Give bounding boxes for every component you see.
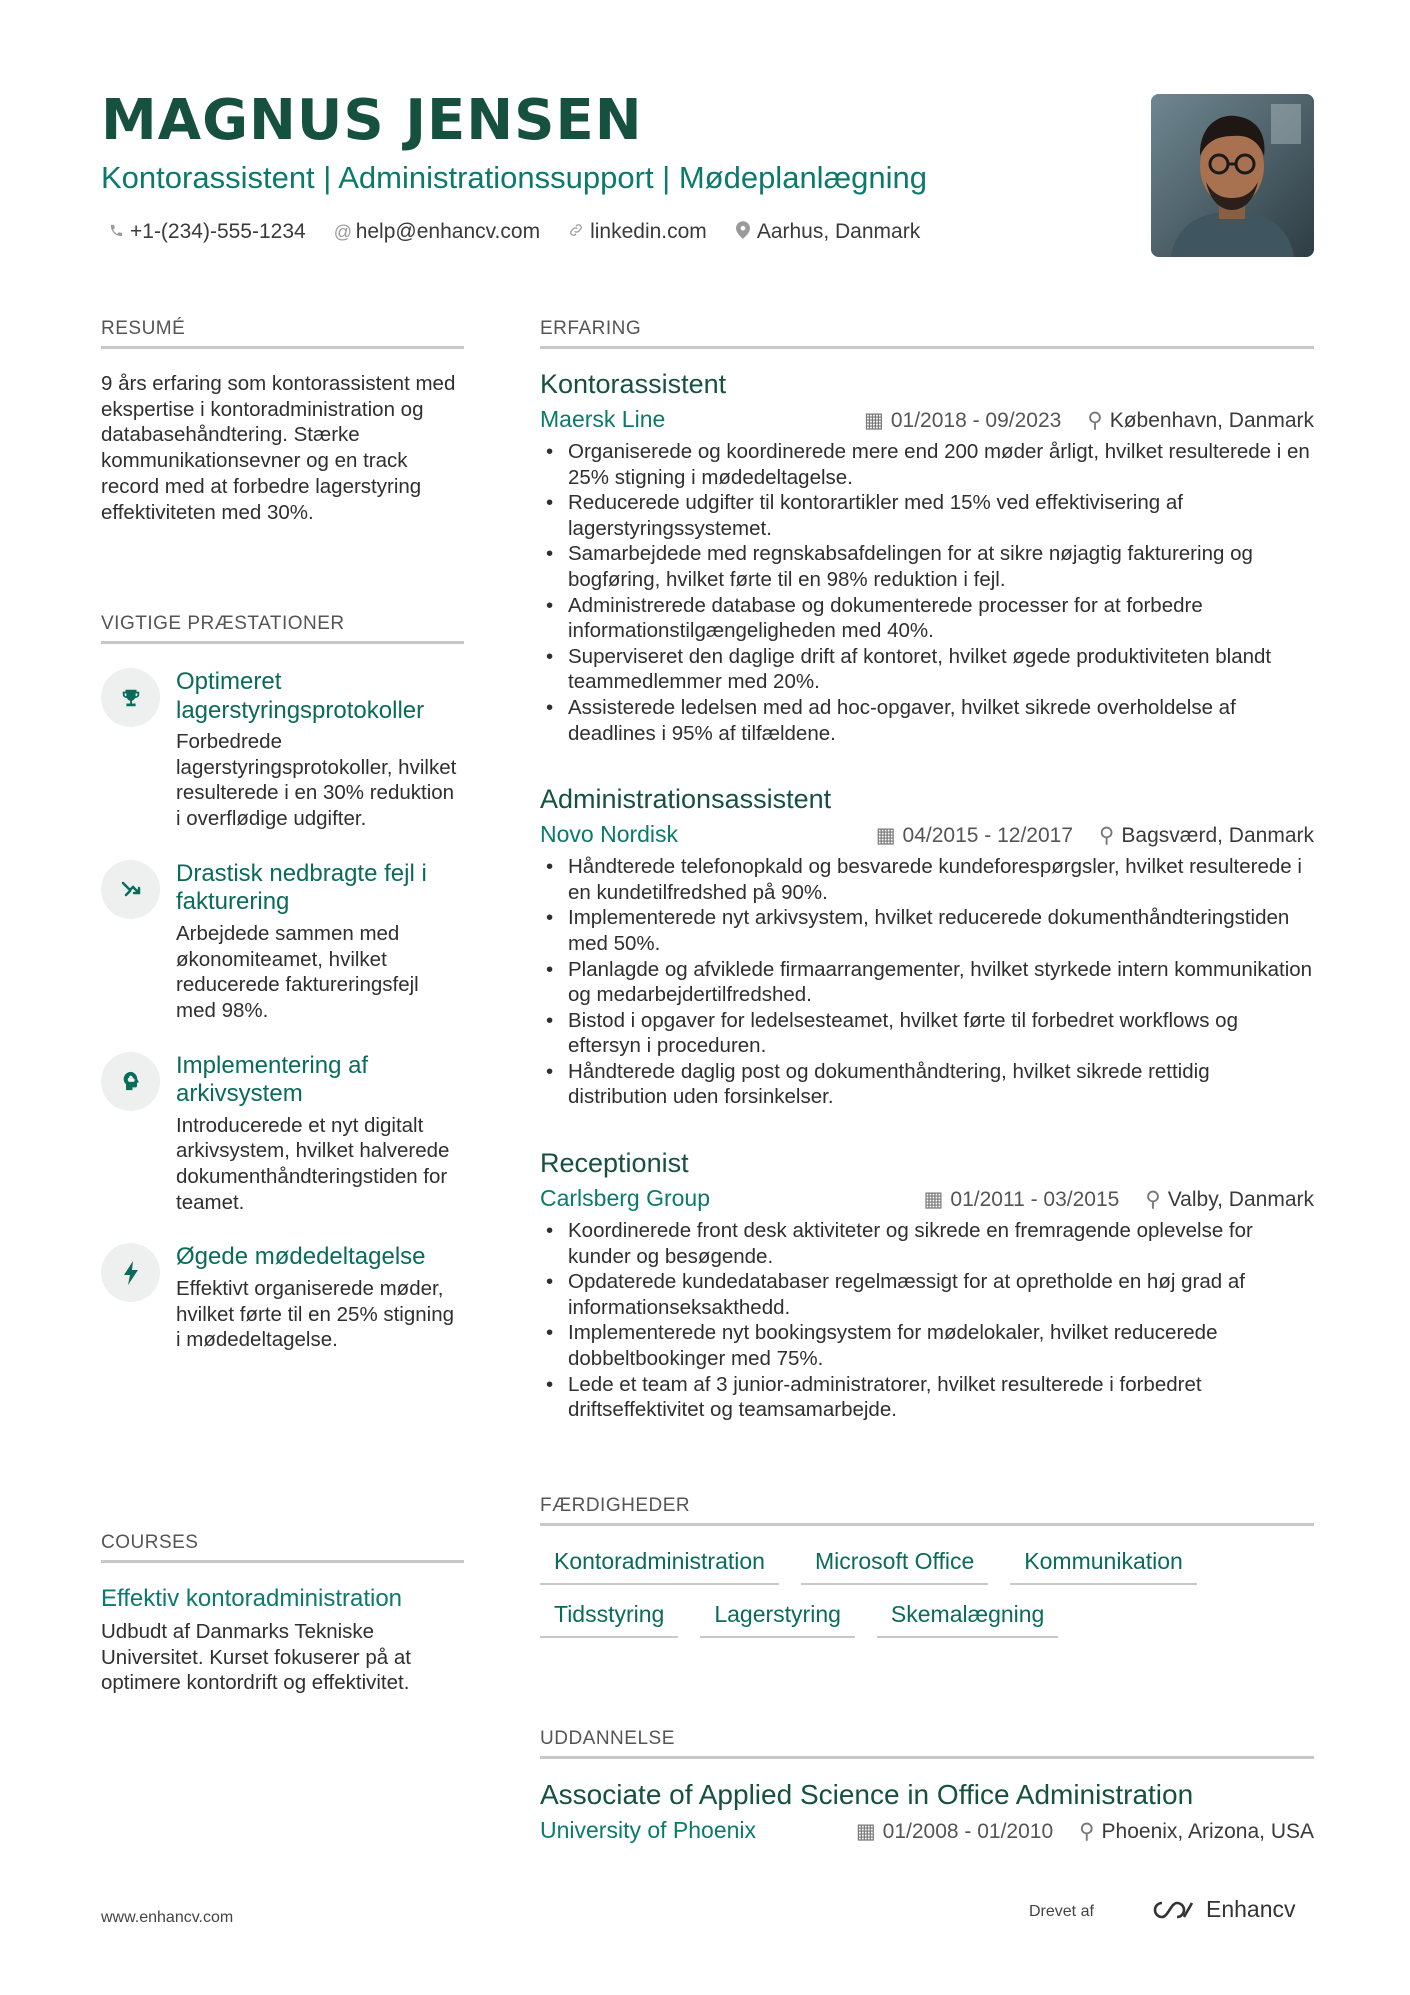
achievement-title: Drastisk nedbragte fejl i fakturering — [176, 859, 427, 916]
calendar-icon: ▦ — [875, 824, 896, 848]
calendar-icon: ▦ — [923, 1188, 944, 1212]
achievement-item — [101, 1052, 464, 1216]
job-title: Receptionist — [540, 1148, 689, 1179]
contact-bar — [108, 220, 920, 244]
courses-section — [101, 1532, 464, 1696]
job-location: ⚲ København, Danmark — [1087, 409, 1314, 432]
brain-head-icon — [101, 1052, 160, 1111]
location-pin-icon — [735, 221, 751, 244]
degree-title: Associate of Applied Science in Office Administration — [540, 1779, 1194, 1810]
summary-text: 9 års erfaring som kontorassistent med ekspertise i kontoradministration og databasehåndtering. Stærke kommunikationsevner og en track record med at forbedre lagerstyring effektiviteten med 30%. — [101, 372, 456, 524]
job-bullet: • Opdaterede kundedatabaser regelmæssigt for at opretholde en høj grad af informationseksakthedd. — [540, 1269, 1314, 1320]
job-dates: ▦ 01/2018 - 09/2023 — [864, 409, 1062, 432]
lightning-icon — [101, 1243, 160, 1302]
experience-section — [540, 318, 1314, 1423]
achievement-item — [101, 668, 464, 832]
location-text: Aarhus, Danmark — [756, 220, 921, 243]
skill-tag: Skemalægning — [877, 1601, 1058, 1638]
skill-tag: Kontoradministration — [540, 1548, 779, 1585]
job-entry — [540, 369, 1314, 746]
job-bullet: • Implementerede nyt arkivsystem, hvilket reducerede dokumenthåndteringstiden med 50%. — [540, 905, 1314, 956]
course-title: Effektiv kontoradministration — [101, 1585, 403, 1612]
achievement-desc: Forbedrede lagerstyringsprotokoller, hvilket resulterede i en 30% reduktion i overflødige udgifter. — [176, 730, 457, 831]
at-icon: @ — [333, 221, 352, 242]
location-pin-icon: ⚲ — [1087, 409, 1103, 432]
achievement-desc: Effektivt organiserede møder, hvilket førte til en 25% stigning i mødedeltagelse. — [176, 1276, 455, 1352]
job-bullet: • Koordinerede front desk aktiviteter og sikrede en fremragende oplevelse for kunder og besøgende. — [540, 1218, 1314, 1269]
job-bullet: • Lede et team af 3 junior-administratorer, hvilket resulterede i forbedret driftseffektivitet og teamsamarbejde. — [540, 1372, 1314, 1423]
skills-section — [540, 1495, 1314, 1638]
calendar-icon: ▦ — [864, 409, 884, 432]
skill-tag: Microsoft Office — [801, 1548, 988, 1585]
job-bullet: • Superviseret den daglige drift af kontoret, hvilket øgede produktiviteten blandt teammedlemmer med 20%. — [540, 644, 1314, 695]
education-section — [540, 1728, 1314, 1844]
email-text: help@enhancv.com — [355, 220, 541, 243]
contact-location — [735, 220, 920, 244]
candidate-name: MAGNUS JENSEN — [101, 88, 643, 153]
job-bullet: • Implementerede nyt bookingsystem for mødelokaler, hvilket reducerede dobbeltbookinger med 75%. — [540, 1320, 1314, 1371]
enhancv-logo-icon — [1150, 1898, 1198, 1922]
school-name: University of Phoenix — [540, 1817, 757, 1843]
education-location: ⚲ Phoenix, Arizona, USA — [1079, 1820, 1314, 1843]
job-title: Administrationsassistent — [540, 784, 832, 815]
phone-text: +1-(234)-555-1234 — [130, 220, 306, 243]
job-bullet: • Reducerede udgifter til kontorartikler med 15% ved effektivisering af lagerstyringssystemet. — [540, 490, 1314, 541]
company-name: Maersk Line — [540, 406, 666, 432]
job-bullet: • Bistod i opgaver for ledelsesteamet, hvilket førte til forbedret workflows og eftersyn i proceduren. — [540, 1008, 1314, 1059]
job-bullet: • Administrerede database og dokumenterede processer for at forbedre informationstilgængeligheden med 40%. — [540, 593, 1314, 644]
achievement-title: Optimeret lagerstyringsprotokoller — [176, 668, 425, 724]
summary-heading: RESUMÉ — [101, 318, 464, 349]
job-dates: ▦ 04/2015 - 12/2017 — [875, 824, 1074, 848]
skills-list — [540, 1548, 1314, 1638]
location-pin-icon: ⚲ — [1079, 1820, 1095, 1843]
job-entry — [540, 784, 1314, 1110]
job-bullet: • Planlagde og afviklede firmaarrangementer, hvilket styrkede intern kommunikation og medarbejdertilfredshed. — [540, 957, 1314, 1008]
achievement-desc: Introducerede et nyt digitalt arkivsystem, hvilket halverede dokumenthåndteringstiden for teamet. — [176, 1113, 450, 1214]
courses-heading: COURSES — [101, 1532, 464, 1563]
footer-url[interactable]: www.enhancv.com — [101, 1909, 234, 1926]
achievement-item — [101, 860, 464, 1024]
trophy-icon — [101, 668, 160, 727]
phone-icon — [108, 222, 124, 243]
achievement-title: Øgede mødedeltagelse — [176, 1243, 426, 1271]
skill-tag: Tidsstyring — [540, 1601, 678, 1638]
achievements-heading: VIGTIGE PRÆSTATIONER — [101, 613, 464, 644]
enhancv-logo[interactable] — [1150, 1896, 1296, 1923]
education-dates: ▦ 01/2008 - 01/2010 — [855, 1820, 1054, 1843]
skill-tag: Lagerstyring — [700, 1601, 855, 1638]
footer-powered-by: Drevet af — [1029, 1903, 1094, 1920]
experience-heading: ERFARING — [540, 318, 1314, 349]
job-bullet: • Håndterede daglig post og dokumenthåndtering, hvilket sikrede rettidig distribution uden forsinkelser. — [540, 1059, 1314, 1110]
achievements-section — [101, 613, 464, 1353]
job-location: ⚲ Bagsværd, Danmark — [1099, 824, 1314, 848]
job-bullets — [540, 854, 1314, 1110]
job-bullet: • Håndterede telefonopkald og besvarede kundeforespørgsler, hvilket resulterede i en kundetilfredshed på 90%. — [540, 854, 1314, 905]
achievement-title: Implementering af arkivsystem — [176, 1051, 369, 1108]
linkedin-text: linkedin.com — [590, 220, 707, 243]
summary-section — [101, 318, 464, 525]
company-name: Novo Nordisk — [540, 821, 679, 848]
skills-heading: FÆRDIGHEDER — [540, 1495, 1314, 1526]
education-heading: UDDANNELSE — [540, 1728, 1314, 1759]
job-entry — [540, 1148, 1314, 1423]
achievement-item — [101, 1243, 464, 1353]
profile-photo — [1151, 94, 1314, 257]
contact-linkedin[interactable] — [568, 220, 707, 244]
contact-phone[interactable] — [108, 220, 306, 244]
skill-tag: Kommunikation — [1010, 1548, 1197, 1585]
course-desc: Udbudt af Danmarks Tekniske Universitet. Kurset fokuserer på at optimere kontordrift og effektivitet. — [101, 1620, 411, 1695]
job-dates: ▦ 01/2011 - 03/2015 — [923, 1188, 1120, 1212]
decrease-arrow-icon — [101, 860, 160, 919]
job-bullet: • Assisterede ledelsen med ad hoc-opgaver, hvilket sikrede overholdelse af deadlines i 95% af tilfældene. — [540, 695, 1314, 746]
job-title: Kontorassistent — [540, 369, 727, 399]
enhancv-brand-text: Enhancv — [1206, 1896, 1296, 1922]
location-pin-icon: ⚲ — [1099, 824, 1115, 848]
job-bullet: • Samarbejdede med regnskabsafdelingen for at sikre nøjagtig fakturering og bogføring, hvilket førte til en 98% reduktion i fejl. — [540, 541, 1314, 592]
location-pin-icon: ⚲ — [1145, 1188, 1161, 1212]
job-location: ⚲ Valby, Danmark — [1145, 1188, 1314, 1212]
achievement-desc: Arbejdede sammen med økonomiteamet, hvilket reducerede faktureringsfejl med 98%. — [176, 921, 419, 1022]
link-icon — [568, 222, 584, 243]
job-bullets — [540, 439, 1314, 746]
contact-email[interactable] — [334, 220, 540, 244]
job-bullet: • Organiserede og koordinerede mere end 200 møder årligt, hvilket resulterede i en 25% stigning i mødedeltagelse. — [540, 439, 1314, 490]
calendar-icon: ▦ — [855, 1820, 876, 1843]
company-name: Carlsberg Group — [540, 1185, 711, 1212]
job-bullets — [540, 1218, 1314, 1423]
candidate-headline: Kontorassistent | Administrationssupport | Mødeplanlægning — [101, 160, 927, 195]
